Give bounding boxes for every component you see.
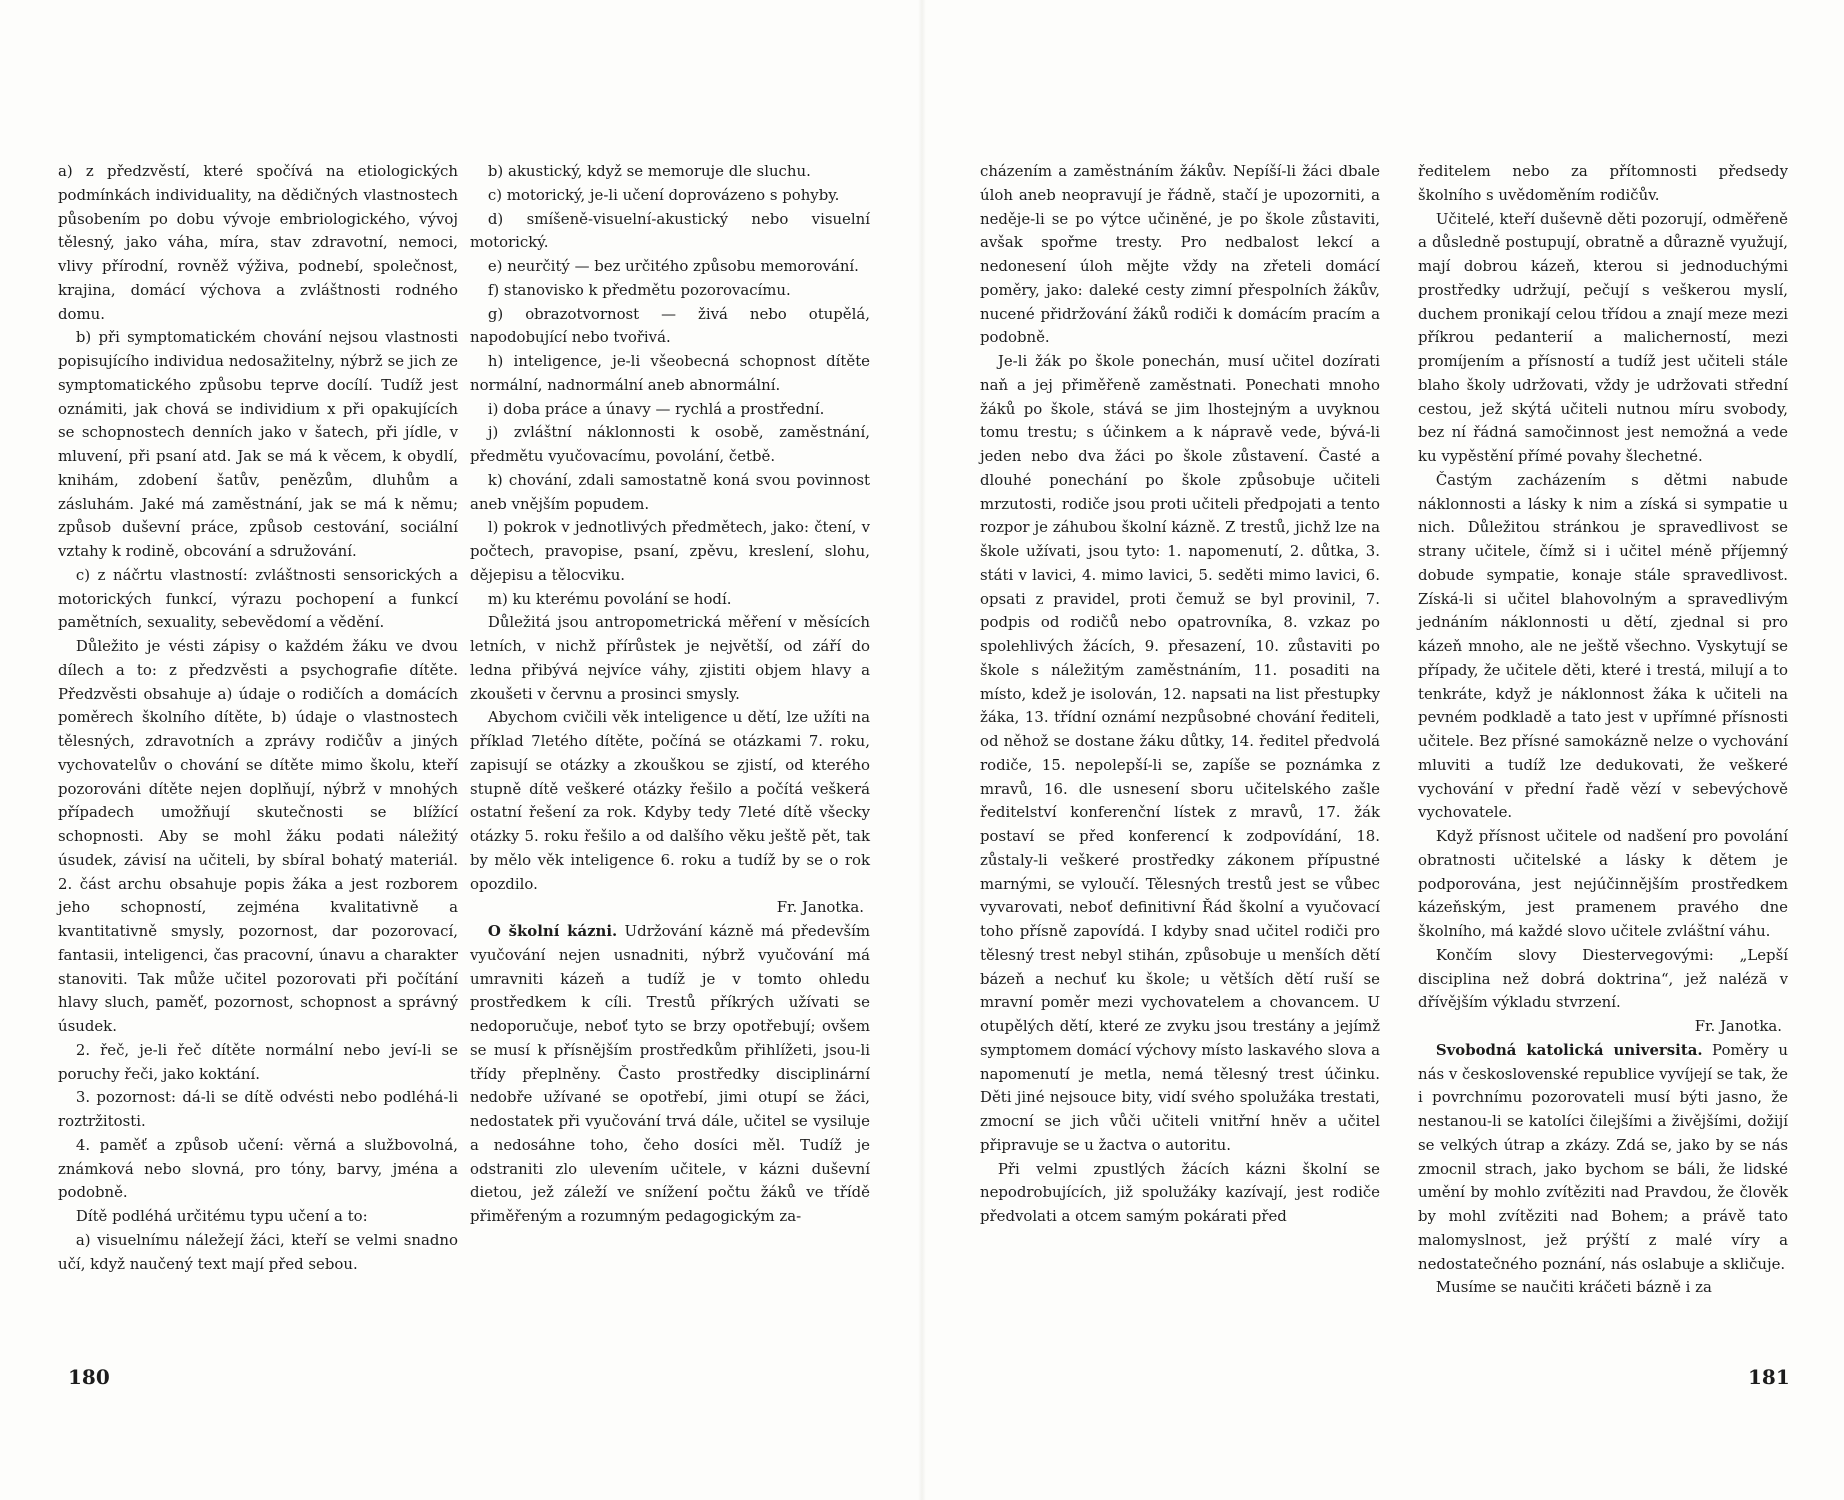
paragraph: Musíme se naučiti kráčeti bázně i za [1435,1278,1712,1297]
list-item: k) chování, zdali samostatně koná svou povinnost aneb vnějším popudem. [470,470,870,513]
article-heading: O školní kázni. [487,922,618,940]
paragraph: Při velmi zpustlých žácích kázni školní se nepodrobujících, již spolužáky kazívají, jest rodiče předvolati a otcem samým pokárati před [980,1159,1380,1225]
list-item: j) zvláštní náklonnosti k osobě, zaměstnání, předmětu vyučovacímu, povolání, četbě. [470,423,870,465]
paragraph: Je-li žák po škole ponechán, musí učitel dozírati naň a jej přiměřeně zaměstnati. Ponechati mnoho žáků po škole, stává se jim lhostejným a uvyknou tomu trestu; s účinkem a k nápravě vede, bývá-li jeden nebo dva žáci po škole zůstavení. Časté a dlouhé ponechání po škole způsobuje učiteli mrzutosti, rodiče jsou proti učiteli předpojati a tento rozpor je záhubou školní kázně. Z trestů, jichž lze na škole užívati, jsou tyto: 1. napomenutí, 2. důtka, 3. státi v lavici, 4. mimo lavici, 5. seděti mimo lavici, 6. opsati z pravidel, proti čemuž se byl provinil, 7. podpis od rodičů nebo opatrovníka, 8. vzkaz po spolehlivých žácích, 9. přesazení, 10. zůstaviti po škole s náležitým zaměstnáním, 11. posaditi na místo, kdež je isolován, 12. napsati na list přestupky žáka, 13. třídní oznámí nezpůsobné chování řediteli, od něhož se dostane žáku důtky, 14. ředitel předvolá rodiče, 15. nepolepší-li se, zapíše se poznámka z mravů, 16. dle usnesení sboru učitelského zašle ředitelství konferenční lístek z mravů, 17. žák postaví se před konferencí k zodpovídání, 18. zůstaly-li veškeré prostředky zákonem přípustné marnými, se vyloučí. Tělesných trestů jest se vůbec vyvarovati, neboť definitivní Řád školní a vyučovací toho přísně zapovídá. I kdyby snad učitel rodiči pro tělesný trest nebyl stihán, způsobuje u menších dětí bázeň a nechuť ku škole; u větších dětí ruší se mravní poměr mezi vychovatelem a chovancem. U otupělých dětí, které ze zvyku jsou trestány a jejímž symptomem domácí výchovy místo laskavého slova a napomenutí je metla, nemá tělesný trest účinku. Děti jiné nejsouce bity, vidí svého spolužáka trestati, zmocní se jich vůči učiteli vnitřní hněv a učitel připravuje se u žactva o autoritu. [980,352,1380,1154]
paragraph: cházením a zaměstnáním žákův. Nepíší-li žáci dbale úloh aneb neopravují je řádně, stačí je upozorniti, a neděje-li se po výtce učiněné, je po škole zůstaviti, avšak spořme tresty. Pro nedbalost lekcí a nedonesení úloh mějte vždy na zřeteli domácí poměry, jako: daleké cesty zimní přespolních žákův, nucené přidržování žáků rodiči k domácím pracím a podobně. [980,162,1380,347]
paragraph: Důležitá jsou antropometrická měření v měsících letních, v nichž přírůstek je největší, od září do ledna přibývá nejvíce váhy, zjistiti objem hlavy a zkoušeti v červnu a prosinci smysly. [470,613,870,703]
paragraph: Učitelé, kteří duševně děti pozorují, odměřeně a důsledně postupují, obratně a důrazně využují, mají dobrou kázeň, kterou si jednoduchými prostředky udržují, pečují s veškerou myslí, duchem pronikají celou třídou a znají meze mezi příkrou pedanterií a malicherností, mezi promíjením a přísností a tudíž jest učiteli stále blaho školy udržovati, vždy je udržovati střední cestou, jež skýtá učiteli nutnou míru svobody, bez ní řádná samočinnost jest nemožná a vede ku vypěstění přímé povahy šlechetné. [1418,209,1788,465]
paragraph: 3. pozornost: dá-li se dítě odvésti nebo podléhá-li roztržitosti. [58,1088,458,1130]
right-page-column-2 [1418,160,1788,1300]
left-page-column-2 [470,160,870,1229]
article-heading: Svobodná katolická universita. [1435,1040,1703,1059]
paragraph: Důležito je vésti zápisy o každém žáku ve dvou dílech a to: z předzvěsti a psychografie dítěte. Předzvěsti obsahuje a) údaje o rodičích a domácích poměrech školního dítěte, b) údaje o vlastnostech tělesných, zdravotních a zprávy rodičův a jiných vychovatelův o chování se dítěte mimo školu, kteří pozorováni dítěte nejen doplňují, nýbrž v mnohých případech umožňují skutečnosti se blížící schopnosti. Aby se mohl žáku podati náležitý úsudek, závisí na učiteli, by sbíral bohatý materiál. 2. část archu obsahuje popis žáka a jest rozborem jeho schopností, zejména kvalitativně a kvantitativně smysly, pozornost, dar pozorovací, fantasii, inteligenci, čas pracovní, únavu a charakter stanoviti. Tak může učitel pozorovati při počítání hlavy sluch, paměť, pozornost, schopnost a správný úsudek. [58,637,458,1035]
paragraph: Poměry u nás v československé republice vyvíjejí se tak, že i povrchnímu pozorovateli musí býti jasno, že nestanou-li se katolíci čilejšími a živějšími, dožijí se velkých útrap a zkázy. Zdá se, jako by se nás zmocnil strach, jako bychom se báli, že lidské umění by mohlo zvítěziti nad Pravdou, že člověk by mohl zvítěziti nad Bohem; a právě tato malomyslnost, jež prýští z malé víry a nedostatečného poznání, nás oslabuje a skličuje. [1418,1040,1788,1273]
list-item: c) motorický, je-li učení doprovázeno s pohyby. [487,185,840,204]
list-item: h) inteligence, je-li všeobecná schopnost dítěte normální, nadnormální aneb abnormální. [470,352,870,394]
list-item: g) obrazotvornost — živá nebo otupělá, napodobující nebo tvořivá. [470,304,870,347]
author-signature: Fr. Janotka. [776,898,864,917]
paragraph: Abychom cvičili věk inteligence u dětí, lze užíti na příklad 7letého dítěte, počíná se otázkami 7. roku, zapisují se otázky a zkouškou se zjistí, od kterého stupně dítě veškeré otázky řešilo a počítá veškerá ostatní řešení za rok. Kdyby tedy 7leté dítě všecky otázky 5. roku řešilo a od dalšího věku ještě pět, tak by mělo věk inteligence 6. roku a tudíž by se o rok opozdilo. [470,708,870,893]
paragraph: Dítě podléhá určitému typu učení a to: [75,1207,368,1225]
right-page-column-1 [980,160,1380,1229]
paragraph: a) z předzvěstí, které spočívá na etiologických podmínkách individuality, na dědičných vlastnostech působením po dobu vývoje embriologického, vývoj tělesný, jako váha, míra, stav zdravotní, nemoci, vlivy přírodní, rovněž výživa, podnebí, společnost, krajina, domácí výchova a zvláštnosti rodného domu. [58,162,458,323]
paragraph: Udržování kázně má především vyučování nejen usnadniti, nýbrž vyučování má umravniti kázeň a tudíž je v tomto ohledu prostředkem k cíli. Trestů příkrých užívati se nedoporučuje, neboť tyto se brzy opotřebují; ovšem se musí k přísnějším prostředkům přihlížeti, jsou-li třídy přeplněny. Často prostředky disciplinární nedobře užívané se opotřebí, jimi otupí se žáci, nedostatek při vyučování trvá dále, učitel se vysiluje a nedosáhne toho, čeho dosíci měl. Tudíž je odstraniti zlo ulevením učitele, v kázni duševní dietou, jež záleží ve snížení počtu žáků ve třídě přiměřeným a rozumným pedagogickým za- [470,922,871,1225]
paragraph: c) z náčrtu vlastností: zvláštnosti sensorických a motorických funkcí, výrazu pochopení a funkcí pamětních, sexuality, sebevědomí a vědění. [58,565,458,632]
list-item: d) smíšeně-visuelní-akustický nebo visuelní motorický. [470,209,870,252]
list-item: f) stanovisko k předmětu pozorovacímu. [487,280,791,299]
list-item: m) ku kterému povolání se hodí. [487,589,732,608]
paragraph: 2. řeč, je-li řeč dítěte normální nebo jeví-li se poruchy řeči, jako koktání. [58,1040,458,1083]
paragraph: Častým zacházením s dětmi nabude náklonnosti a lásky k nim a získá si sympatie u nich. Důležitou stránkou je spravedlivost se strany učitele, čímž si i učitel méně příjemný dobude sympatie, konaje stále spravedlivost. Získá-li si učitel blahovolným a spravedlivým jednáním náklonnosti u dětí, zjednal si pro kázeň mnoho, ale ne ještě všechno. Vyskytují se případy, že učitele děti, které i trestá, milují a to tenkráte, když je náklonnost žáka k učiteli na pevném podkladě a tato jest v upřímné přísnosti učitele. Bez přísné samokázně nelze o vychování mluviti a tudíž lze dedukovati, že veškeré vychování v přední řadě vězí v sebevýchově vychovatele. [1418,470,1788,822]
paragraph: ředitelem nebo za přítomnosti předsedy školního s uvědoměním rodičův. [1418,162,1788,204]
left-page-column-1 [58,160,458,1276]
list-item: e) neurčitý — bez určitého způsobu memorování. [487,257,859,275]
list-item: l) pokrok v jednotlivých předmětech, jako: čtení, v počtech, pravopise, psaní, zpěvu, kreslení, slohu, dějepisu a tělocviku. [470,518,870,584]
page-number-left: 180 [68,1365,110,1389]
paragraph: Když přísnost učitele od nadšení pro povolání obratnosti učitelské a lásky k dětem je podporována, jest nejúčinnějším prostředkem kázeňským, jest pramenem pravého dne školního, má každé slovo učitele zvláštní váhu. [1418,827,1788,940]
list-item: b) akustický, když se memoruje dle sluchu. [487,162,811,180]
paragraph: Končím slovy Diestervegovými: „Lepší disciplina než dobrá doktrina“, jež naléză v dřívějším výkladu stvrzení. [1418,945,1788,1012]
book-gutter [918,0,926,1500]
paragraph: b) při symptomatickém chování nejsou vlastnosti popisujícího individua nedosažitelny, nýbrž se jich ze symptomatického způsobu teprve docílí. Tudíž jest oznámiti, jak chová se individium x při opakujících se schopnostech denních jako v šatech, při jídle, v mluvení, při psaní atd. Jak se má k věcem, k obydlí, knihám, zdobení šatův, penězům, dluhům a zásluhám. Jaké má zaměstnání, jak se má k němu; způsob duševní práce, způsob cestování, sociální vztahy k rodině, obcování a sdružování. [58,328,458,560]
page-number-right: 181 [1748,1365,1790,1389]
list-item: i) doba práce a únavy — rychlá a prostřední. [487,399,825,418]
author-signature: Fr. Janotka. [1694,1017,1782,1035]
paragraph: a) visuelnímu náležejí žáci, kteří se velmi snadno učí, když naučený text mají před sebou. [58,1230,458,1273]
paragraph: 4. paměť a způsob učení: věrná a službovolná, známková nebo slovná, pro tóny, barvy, jména a podobně. [58,1135,458,1202]
